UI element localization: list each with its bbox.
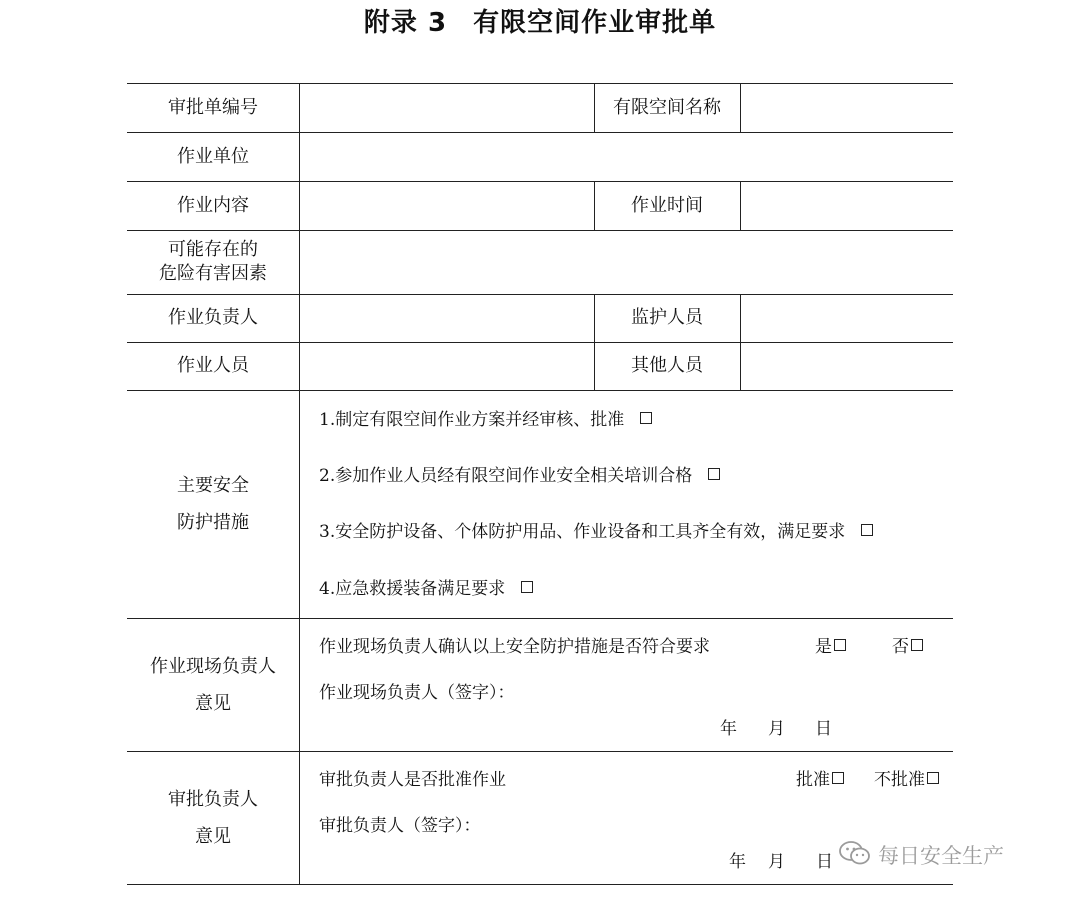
label-measures-line2: 防护措施 [177, 512, 249, 533]
measure-item [319, 461, 720, 486]
approve-label: 批准 [796, 770, 830, 790]
label-work-unit: 作业单位 [177, 145, 249, 167]
measure-item [319, 517, 873, 542]
no-label: 否 [892, 637, 909, 657]
reject-option[interactable] [874, 765, 939, 790]
watermark [838, 838, 1004, 872]
label-site-opinion-line2: 意见 [195, 692, 231, 714]
approver-date-month: 月 [768, 852, 785, 872]
space-name-field[interactable] [740, 83, 953, 132]
watermark-text: 每日安全生产 [878, 844, 1004, 868]
site-yes-option[interactable] [815, 632, 846, 657]
reject-checkbox[interactable] [927, 772, 939, 784]
workers-field[interactable] [299, 342, 594, 390]
approval-no-field[interactable] [299, 83, 594, 132]
measure-item [319, 405, 652, 430]
label-work-leader: 作业负责人 [168, 307, 258, 328]
label-approver-opinion-line1: 审批负责人 [168, 788, 258, 810]
label-work-content: 作业内容 [177, 194, 249, 216]
label-others: 其他人员 [631, 355, 703, 376]
work-leader-field[interactable] [299, 294, 594, 342]
measure-item [319, 574, 533, 599]
label-site-opinion-line1: 作业现场负责人 [150, 655, 276, 677]
work-unit-field[interactable] [299, 132, 953, 181]
label-workers: 作业人员 [177, 355, 249, 376]
label-hazards-line2: 危险有害因素 [159, 263, 267, 284]
label-monitor: 监护人员 [631, 307, 703, 328]
others-field[interactable] [740, 342, 953, 390]
appendix-number: 附录 3 [363, 7, 448, 38]
yes-checkbox[interactable] [834, 639, 846, 651]
table-border-bottom [127, 884, 953, 885]
page-title [0, 0, 1080, 40]
measure-text: 1.制定有限空间作业方案并经审核、批准 [319, 410, 625, 430]
monitor-field[interactable] [740, 294, 953, 342]
label-hazards-line1: 可能存在的 [168, 239, 258, 260]
approver-date-day: 日 [816, 852, 833, 872]
measure-text: 4.应急救援装备满足要求 [319, 579, 506, 599]
wechat-icon [838, 839, 872, 872]
site-signature-label: 作业现场负责人（签字）： [319, 683, 515, 703]
measure-checkbox[interactable] [521, 581, 533, 593]
work-time-field[interactable] [740, 181, 953, 230]
reject-label: 不批准 [874, 770, 925, 790]
approver-question: 审批负责人是否批准作业 [319, 770, 506, 790]
work-content-field[interactable] [299, 181, 594, 230]
approver-signature-label: 审批负责人（签字）： [319, 816, 481, 836]
yes-label: 是 [815, 637, 832, 657]
site-date-day: 日 [815, 719, 832, 739]
label-site-leader-opinion [127, 618, 299, 751]
measure-text: 2.参加作业人员经有限空间作业安全相关培训合格 [319, 466, 693, 486]
label-safety-measures [127, 390, 299, 618]
hazards-field[interactable] [299, 230, 953, 294]
label-measures-line1: 主要安全 [177, 475, 249, 496]
label-space-name: 有限空间名称 [613, 96, 721, 118]
label-approver-opinion [127, 751, 299, 884]
measure-checkbox[interactable] [861, 524, 873, 536]
no-checkbox[interactable] [911, 639, 923, 651]
approve-checkbox[interactable] [832, 772, 844, 784]
label-work-time: 作业时间 [631, 194, 703, 216]
measure-checkbox[interactable] [640, 412, 652, 424]
measure-text: 3.安全防护设备、个体防护用品、作业设备和工具齐全有效，满足要求 [319, 522, 846, 542]
approve-option[interactable] [796, 765, 844, 790]
label-hazards [127, 230, 299, 294]
approver-date-year: 年 [729, 852, 746, 872]
site-confirm-text: 作业现场负责人确认以上安全防护措施是否符合要求 [319, 637, 710, 657]
site-date-month: 月 [768, 719, 785, 739]
site-no-option[interactable] [892, 632, 923, 657]
measure-checkbox[interactable] [708, 468, 720, 480]
label-approval-no: 审批单编号 [168, 96, 258, 118]
form-title: 有限空间作业审批单 [473, 7, 717, 38]
label-approver-opinion-line2: 意见 [195, 825, 231, 847]
site-date-year: 年 [720, 719, 737, 739]
